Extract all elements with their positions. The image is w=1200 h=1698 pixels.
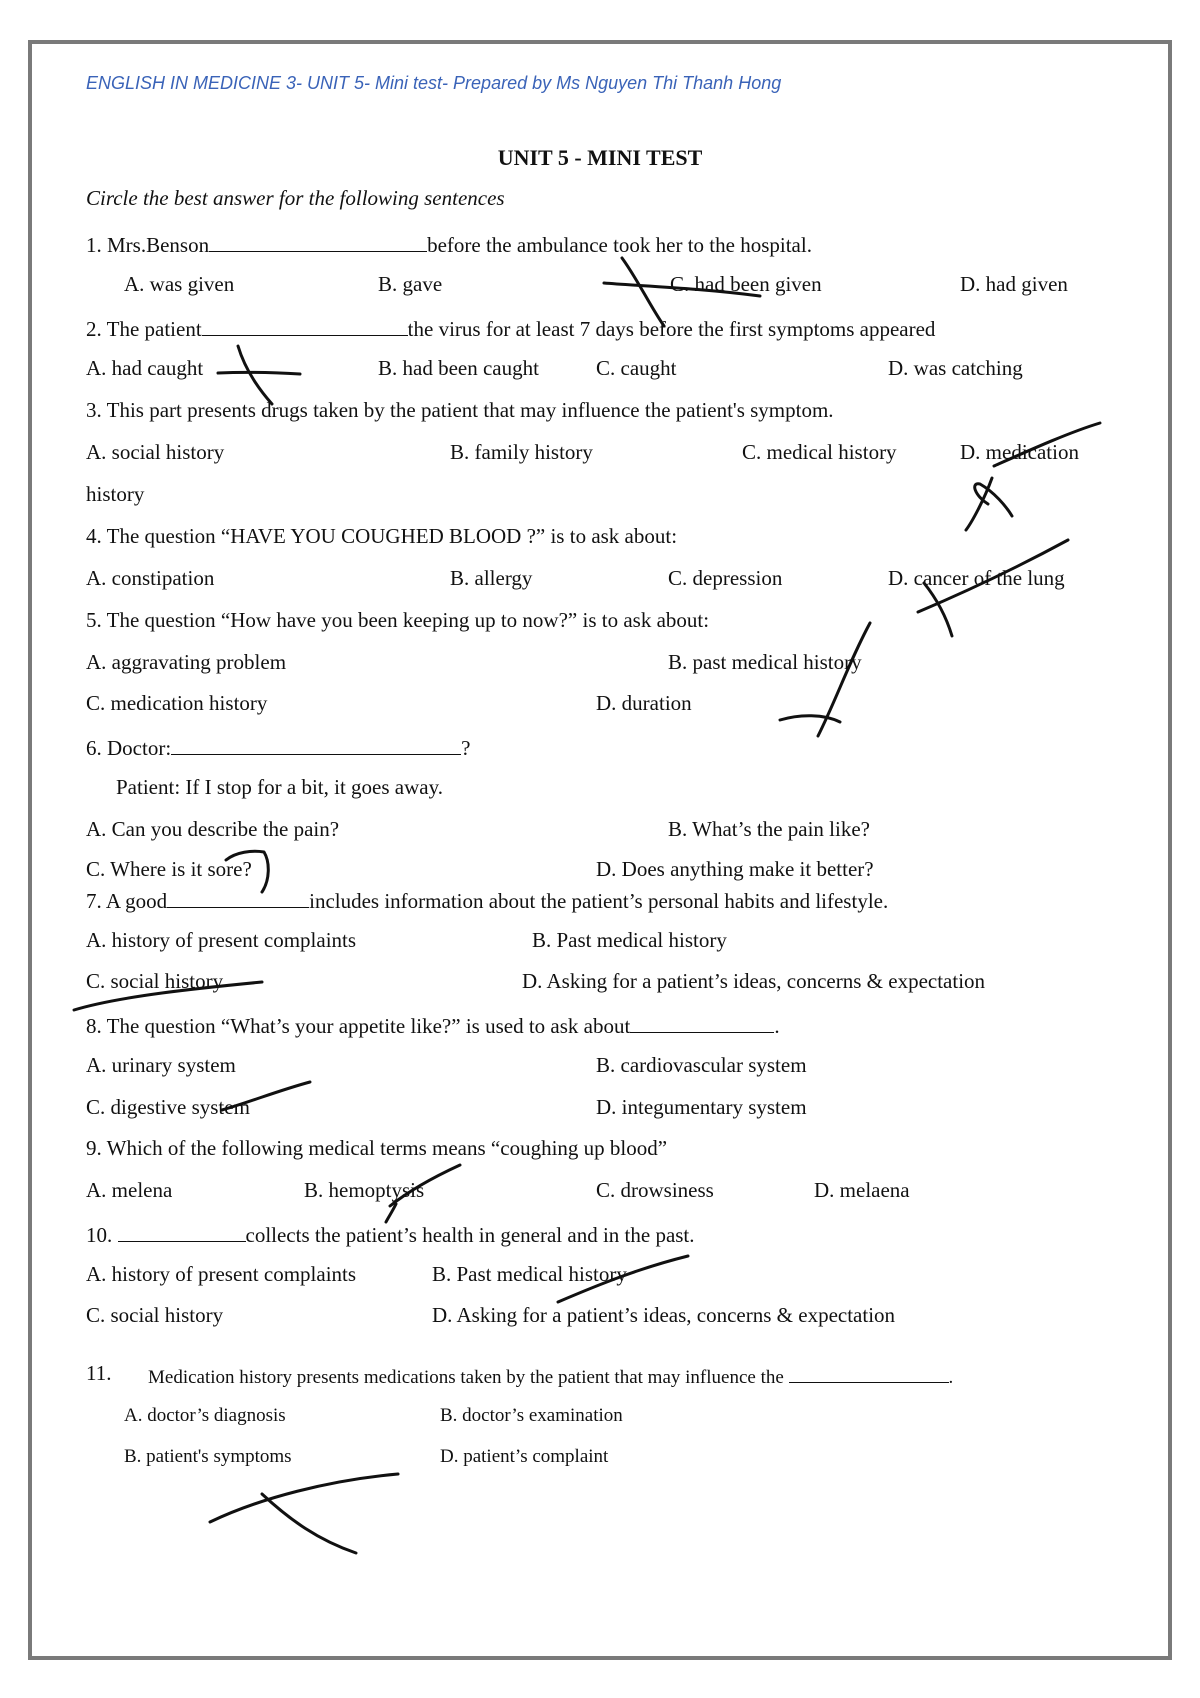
answer-blank[interactable] bbox=[630, 1013, 774, 1033]
question-8-suffix: . bbox=[774, 1013, 780, 1038]
option-4d[interactable]: D. cancer of the lung bbox=[888, 566, 1065, 590]
question-11-text: Medication history presents medications taken by the patient that may influence the bbox=[148, 1367, 784, 1389]
option-7b[interactable]: B. Past medical history bbox=[532, 928, 727, 952]
option-4b[interactable]: B. allergy bbox=[450, 566, 533, 590]
option-4a[interactable]: A. constipation bbox=[86, 566, 215, 590]
question-1-suffix: before the ambulance took her to the hospital. bbox=[427, 232, 812, 257]
question-6-suffix: ? bbox=[461, 735, 471, 760]
question-11 bbox=[148, 1365, 953, 1387]
question-7-prefix: 7. A good bbox=[86, 888, 168, 913]
question-2-prefix: 2. The patient bbox=[86, 316, 202, 341]
option-9c[interactable]: C. drowsiness bbox=[596, 1178, 714, 1202]
option-8d[interactable]: D. integumentary system bbox=[596, 1095, 807, 1119]
question-6 bbox=[86, 735, 470, 759]
question-1-prefix: 1. Mrs.Benson bbox=[86, 232, 210, 257]
option-9b[interactable]: B. hemoptysis bbox=[304, 1178, 425, 1202]
option-2d[interactable]: D. was catching bbox=[888, 356, 1023, 380]
option-11a[interactable]: A. doctor’s diagnosis bbox=[124, 1405, 286, 1426]
option-3d-continued: history bbox=[86, 482, 145, 506]
option-7a[interactable]: A. history of present complaints bbox=[86, 928, 357, 952]
option-7d[interactable]: D. Asking for a patient’s ideas, concerns & expectation bbox=[522, 969, 986, 993]
question-10-suffix: collects the patient’s health in general and in the past. bbox=[245, 1222, 695, 1247]
option-1d[interactable]: D. had given bbox=[960, 272, 1068, 296]
answer-blank[interactable] bbox=[167, 888, 309, 908]
option-1b[interactable]: B. gave bbox=[378, 272, 443, 296]
question-11-number: 11. bbox=[86, 1361, 112, 1385]
question-10 bbox=[86, 1222, 695, 1246]
question-11-suffix: . bbox=[948, 1367, 954, 1389]
option-6a[interactable]: A. Can you describe the pain? bbox=[86, 817, 340, 841]
question-8 bbox=[86, 1013, 780, 1037]
option-3b[interactable]: B. family history bbox=[450, 440, 593, 464]
option-6c[interactable]: C. Where is it sore? bbox=[86, 857, 252, 881]
question-2 bbox=[86, 316, 935, 340]
question-1 bbox=[86, 232, 812, 256]
option-3c[interactable]: C. medical history bbox=[742, 440, 897, 464]
option-5a[interactable]: A. aggravating problem bbox=[86, 650, 287, 674]
question-6-prefix: 6. Doctor: bbox=[86, 735, 172, 760]
option-10d[interactable]: D. Asking for a patient’s ideas, concerns & expectation bbox=[432, 1303, 896, 1327]
option-1c[interactable]: C. had been given bbox=[670, 272, 822, 296]
option-5d[interactable]: D. duration bbox=[596, 691, 692, 715]
option-11d[interactable]: D. patient’s complaint bbox=[440, 1446, 609, 1467]
option-5b[interactable]: B. past medical history bbox=[668, 650, 862, 674]
option-11c[interactable]: B. patient's symptoms bbox=[124, 1446, 292, 1467]
patient-response: Patient: If I stop for a bit, it goes away. bbox=[116, 775, 443, 799]
option-2c[interactable]: C. caught bbox=[596, 356, 677, 380]
option-9a[interactable]: A. melena bbox=[86, 1178, 173, 1202]
answer-blank[interactable] bbox=[202, 316, 408, 336]
option-2a[interactable]: A. had caught bbox=[86, 356, 204, 380]
option-8b[interactable]: B. cardiovascular system bbox=[596, 1053, 807, 1077]
question-5: 5. The question “How have you been keeping up to now?” is to ask about: bbox=[86, 608, 710, 632]
option-8a[interactable]: A. urinary system bbox=[86, 1053, 236, 1077]
option-10b[interactable]: B. Past medical history bbox=[432, 1262, 627, 1286]
option-6d[interactable]: D. Does anything make it better? bbox=[596, 857, 874, 881]
answer-blank[interactable] bbox=[209, 232, 427, 252]
answer-blank[interactable] bbox=[171, 735, 461, 755]
option-7c[interactable]: C. social history bbox=[86, 969, 224, 993]
answer-blank[interactable] bbox=[118, 1222, 246, 1242]
question-2-suffix: the virus for at least 7 days before the first symptoms appeared bbox=[407, 316, 936, 341]
question-10-prefix: 10. bbox=[86, 1222, 118, 1247]
option-10a[interactable]: A. history of present complaints bbox=[86, 1262, 357, 1286]
question-4: 4. The question “HAVE YOU COUGHED BLOOD ?” is to ask about: bbox=[86, 524, 678, 548]
option-6b[interactable]: B. What’s the pain like? bbox=[668, 817, 870, 841]
page-header: ENGLISH IN MEDICINE 3- UNIT 5- Mini test- Prepared by Ms Nguyen Thi Thanh Hong bbox=[86, 73, 782, 93]
instructions: Circle the best answer for the following sentences bbox=[86, 186, 505, 210]
test-title: UNIT 5 - MINI TEST bbox=[497, 145, 703, 170]
option-8c[interactable]: C. digestive system bbox=[86, 1095, 250, 1119]
option-4c[interactable]: C. depression bbox=[668, 566, 783, 590]
option-5c[interactable]: C. medication history bbox=[86, 691, 268, 715]
option-9d[interactable]: D. melaena bbox=[814, 1178, 910, 1202]
option-11b[interactable]: B. doctor’s examination bbox=[440, 1405, 623, 1426]
option-3d[interactable]: D. medication bbox=[960, 440, 1079, 464]
option-10c[interactable]: C. social history bbox=[86, 1303, 224, 1327]
question-9: 9. Which of the following medical terms means “coughing up blood” bbox=[86, 1136, 668, 1160]
answer-blank[interactable] bbox=[789, 1365, 949, 1383]
question-7-suffix: includes information about the patient’s personal habits and lifestyle. bbox=[309, 888, 889, 913]
question-8-prefix: 8. The question “What’s your appetite like?” is used to ask about bbox=[86, 1013, 631, 1038]
question-3: 3. This part presents drugs taken by the patient that may influence the patient's symptom. bbox=[86, 398, 834, 422]
option-2b[interactable]: B. had been caught bbox=[378, 356, 539, 380]
option-1a[interactable]: A. was given bbox=[124, 272, 235, 296]
question-7 bbox=[86, 888, 888, 912]
option-3a[interactable]: A. social history bbox=[86, 440, 225, 464]
